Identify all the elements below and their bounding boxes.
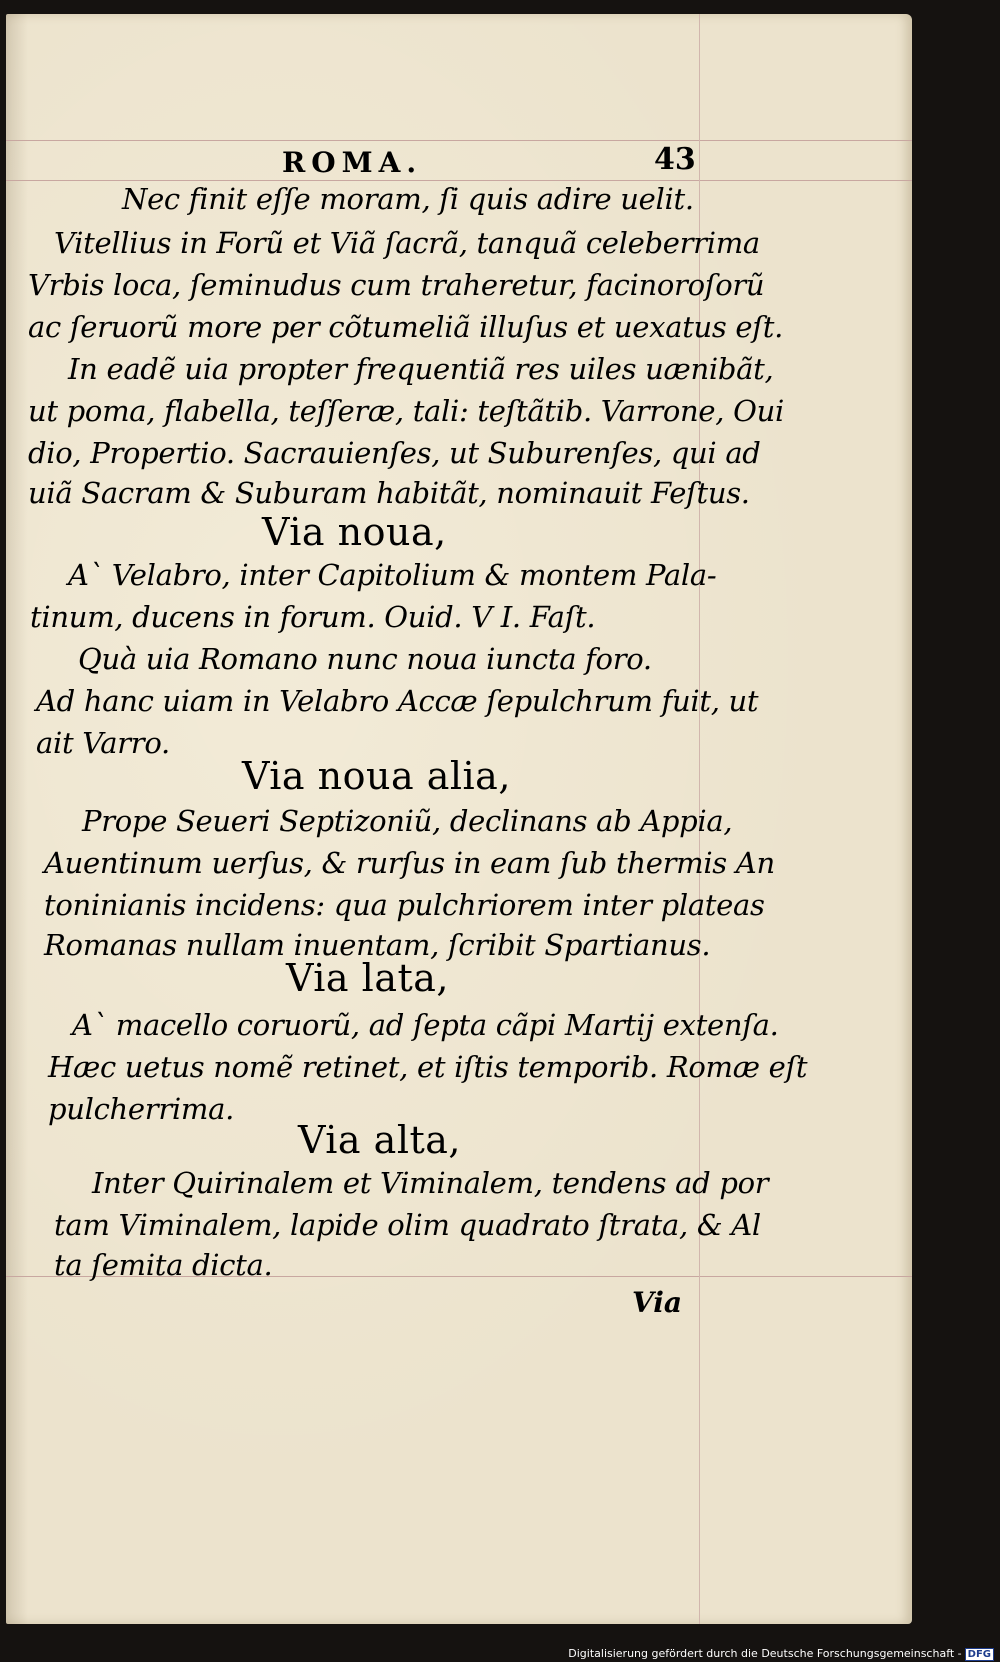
text-line: dio, Propertio. Sacrauienſes, ut Suburenſes, qui ad [28,436,761,470]
text-line: Romanas nullam inuentam, ſcribit Spartianus. [44,928,711,962]
section-heading: Via alta, [298,1118,461,1162]
text-line: ut poma, flabella, teſſeræ, tali: teſtãtib. Varrone, Oui [28,394,784,428]
text-line: ta ſemita dicta. [54,1248,273,1282]
ruled-line [6,140,912,141]
section-heading: Via lata, [286,956,449,1000]
text-line: In eadẽ uia propter frequentiã res uiles uænibãt, [68,352,774,386]
text-line: Quà uia Romano nunc noua iuncta foro. [78,642,652,676]
book-page [6,14,912,1624]
dfg-logo: DFG [965,1648,994,1661]
text-line: ac ſeruorũ more per cõtumeliã illuſus et uexatus eſt. [28,310,783,344]
digitization-credit [568,1647,994,1661]
text-line: Auentinum uerſus, & rurſus in eam ſub thermis An [44,846,775,880]
text-line: A` Velabro, inter Capitolium & montem Pala- [68,558,717,592]
section-heading: Via noua, [262,510,447,554]
text-line: tam Viminalem, lapide olim quadrato ſtrata, & Al [54,1208,761,1242]
running-head: ROMA. [282,146,423,179]
text-line: A` macello coruorũ, ad ſepta cãpi Martij extenſa. [72,1008,779,1042]
text-line: Hæc uetus nomẽ retinet, et iſtis temporib. Romæ eſt [48,1050,808,1084]
credit-text: Digitalisierung gefördert durch die Deutsche Forschungsgemeinschaft - [568,1647,962,1660]
text-line: Vrbis loca, ſeminudus cum traheretur, facinoroſorũ [28,268,765,302]
text-line: Vitellius in Forũ et Viã ſacrã, tanquã celeberrima [54,226,760,260]
text-line: ait Varro. [36,726,170,760]
text-line: Ad hanc uiam in Velabro Accæ ſepulchrum fuit, ut [36,684,759,718]
page-number: 43 [654,142,696,177]
catchword: Via [632,1286,683,1319]
text-line: Prope Seueri Septizoniũ, declinans ab Appia, [82,804,733,838]
text-line: Inter Quirinalem et Viminalem, tendens ad por [92,1166,769,1200]
text-line: uiã Sacram & Suburam habitãt, nominauit Feſtus. [28,476,750,510]
section-heading: Via noua alia, [242,754,511,798]
text-line: tinum, ducens in forum. Ouid. V I. Faſt. [30,600,596,634]
text-line: Nec finit eſſe moram, ſi quis adire uelit. [122,182,694,216]
text-line: pulcherrima. [48,1092,235,1126]
ruled-line [6,180,912,181]
text-line: toninianis incidens: qua pulchriorem inter plateas [44,888,765,922]
